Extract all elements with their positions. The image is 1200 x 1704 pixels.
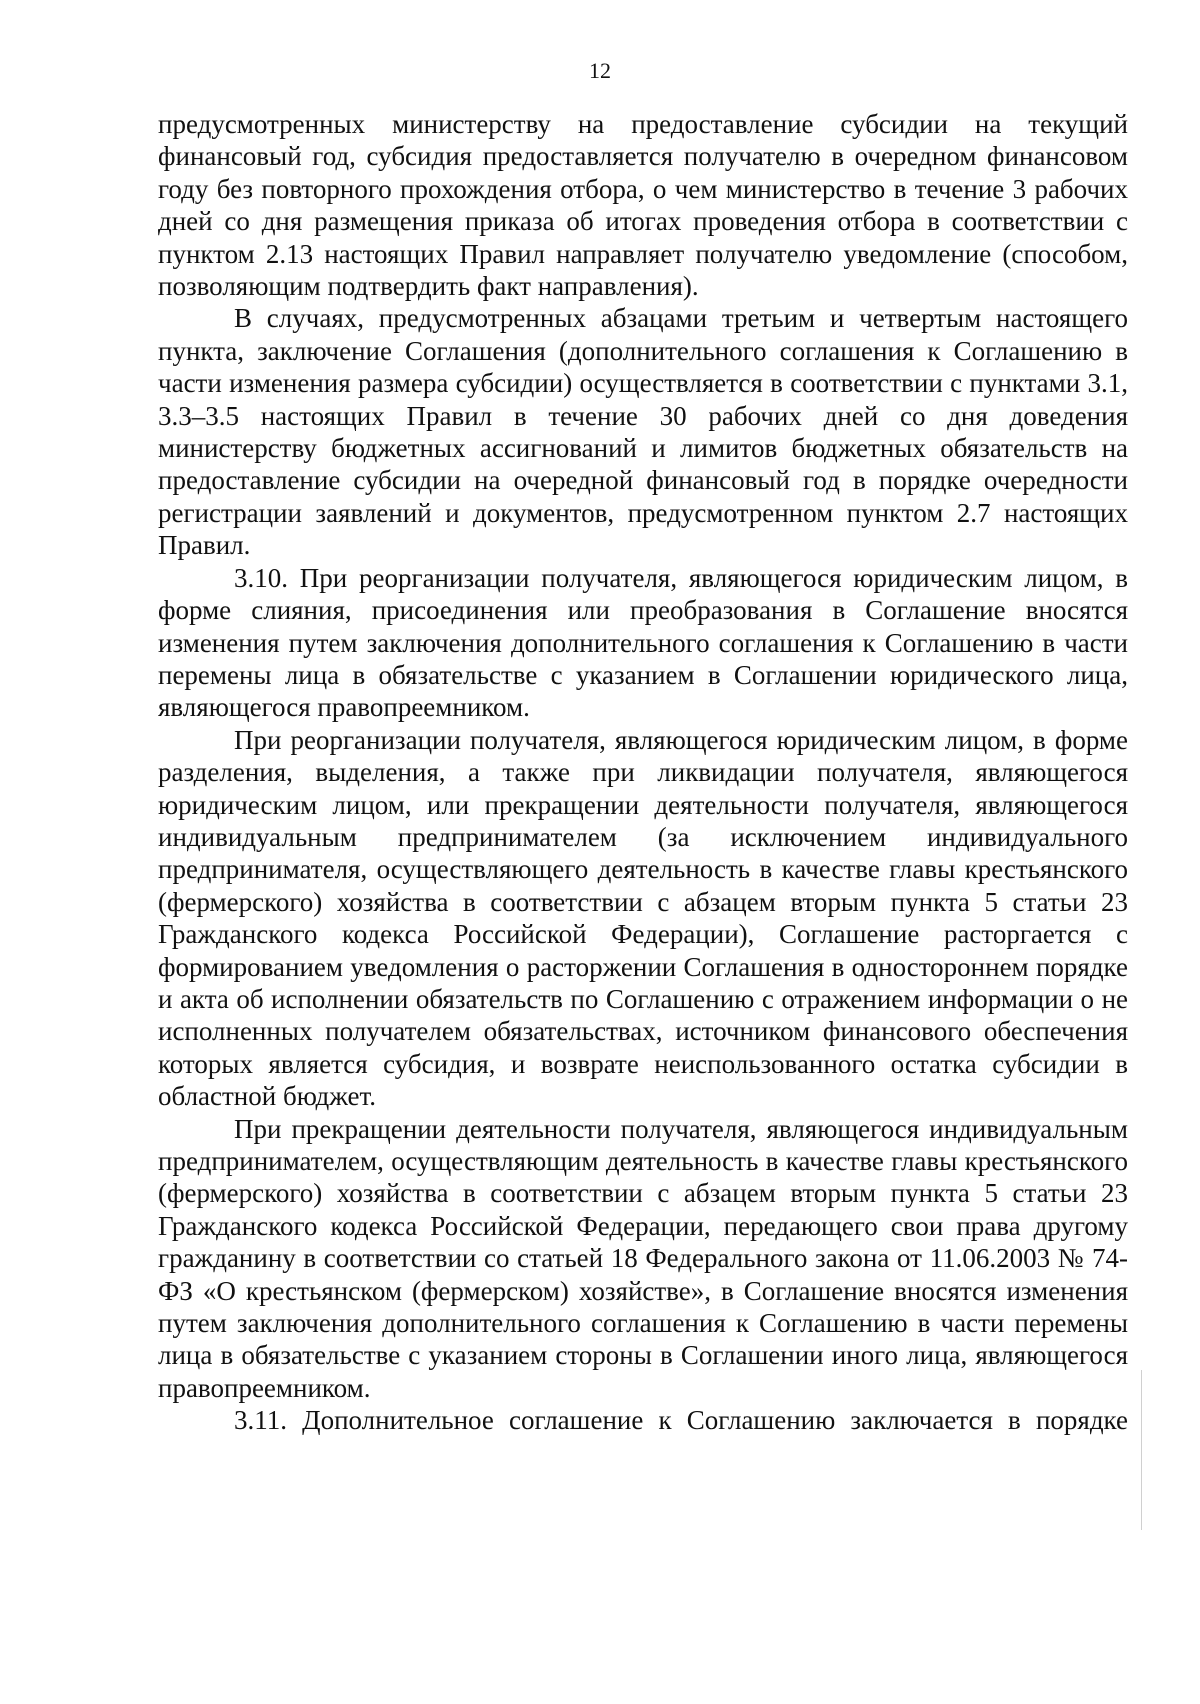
paragraph-reorganization: При реорганизации получателя, являющегося юридическим лицом, в форме разделения, выделения, а также при ликвидации получателя, являющегося юридическим лицом, или прекращении деятельности получателя, являющегося индивидуальным предпринимателем (за исключением индивидуального предпринимателя, осуществляющего деятельность в качестве главы крестьянского (фермерского) хозяйства в соответствии с абзацем вторым пункта 5 статьи 23 Гражданского кодекса Российской Федерации), Соглашение расторгается с формированием уведомления о расторжении Соглашения в одностороннем порядке и акта об исполнении обязательств по Соглашению с отражением информации о не исполненных получателем обязательствах, источником финансового обеспечения которых является субсидия, и возврате неиспользованного остатка субсидии в областной бюджет. xyxy=(158,724,1128,1112)
paragraph-3-10: 3.10. При реорганизации получателя, являющегося юридическим лицом, в форме слияния, присоединения или преобразования в Соглашение вносятся изменения путем заключения дополнительного соглашения к Соглашению в части перемены лица в обязательстве с указанием в Соглашении юридического лица, являющегося правопреемником. xyxy=(158,562,1128,723)
scan-artifact-line xyxy=(1141,1370,1142,1530)
paragraph-cases: В случаях, предусмотренных абзацами третьим и четвертым настоящего пункта, заключение Соглашения (дополнительного соглашения к Соглашению в части изменения размера субсидии) осуществляется в соответствии с пунктами 3.1, 3.3–3.5 настоящих Правил в течение 30 рабочих дней со дня доведения министерству бюджетных ассигнований и лимитов бюджетных обязательств на предоставление субсидии на очередной финансовый год в порядке очередности регистрации заявлений и документов, предусмотренном пунктом 2.7 настоящих Правил. xyxy=(158,303,1128,561)
page-number: 12 xyxy=(589,58,611,83)
paragraph-continuation: предусмотренных министерству на предоставление субсидии на текущий финансовый год, субсидия предоставляется получателю в очередном финансовом году без повторного прохождения отбора, о чем министерство в течение 3 рабочих дней со дня размещения приказа об итогах проведения отбора в соответствии с пунктом 2.13 настоящих Правил направляет получателю уведомление (способом, позволяющим подтвердить факт направления). xyxy=(158,109,1128,302)
paragraph-3-11: 3.11. Дополнительное соглашение к Соглашению заключается в порядке xyxy=(234,1405,1128,1436)
document-body xyxy=(158,108,1128,1437)
paragraph-termination: При прекращении деятельности получателя, являющегося индивидуальным предпринимателем, осуществляющим деятельность в качестве главы крестьянского (фермерского) хозяйства в соответствии с абзацем вторым пункта 5 статьи 23 Гражданского кодекса Российской Федерации, передающего свои права другому гражданину в соответствии со статьей 18 Федерального закона от 11.06.2003 № 74-ФЗ «О крестьянском (фермерском) хозяйстве», в Соглашение вносятся изменения путем заключения дополнительного соглашения к Соглашению в части перемены лица в обязательстве с указанием стороны в Соглашении иного лица, являющегося правопреемником. xyxy=(158,1113,1128,1403)
